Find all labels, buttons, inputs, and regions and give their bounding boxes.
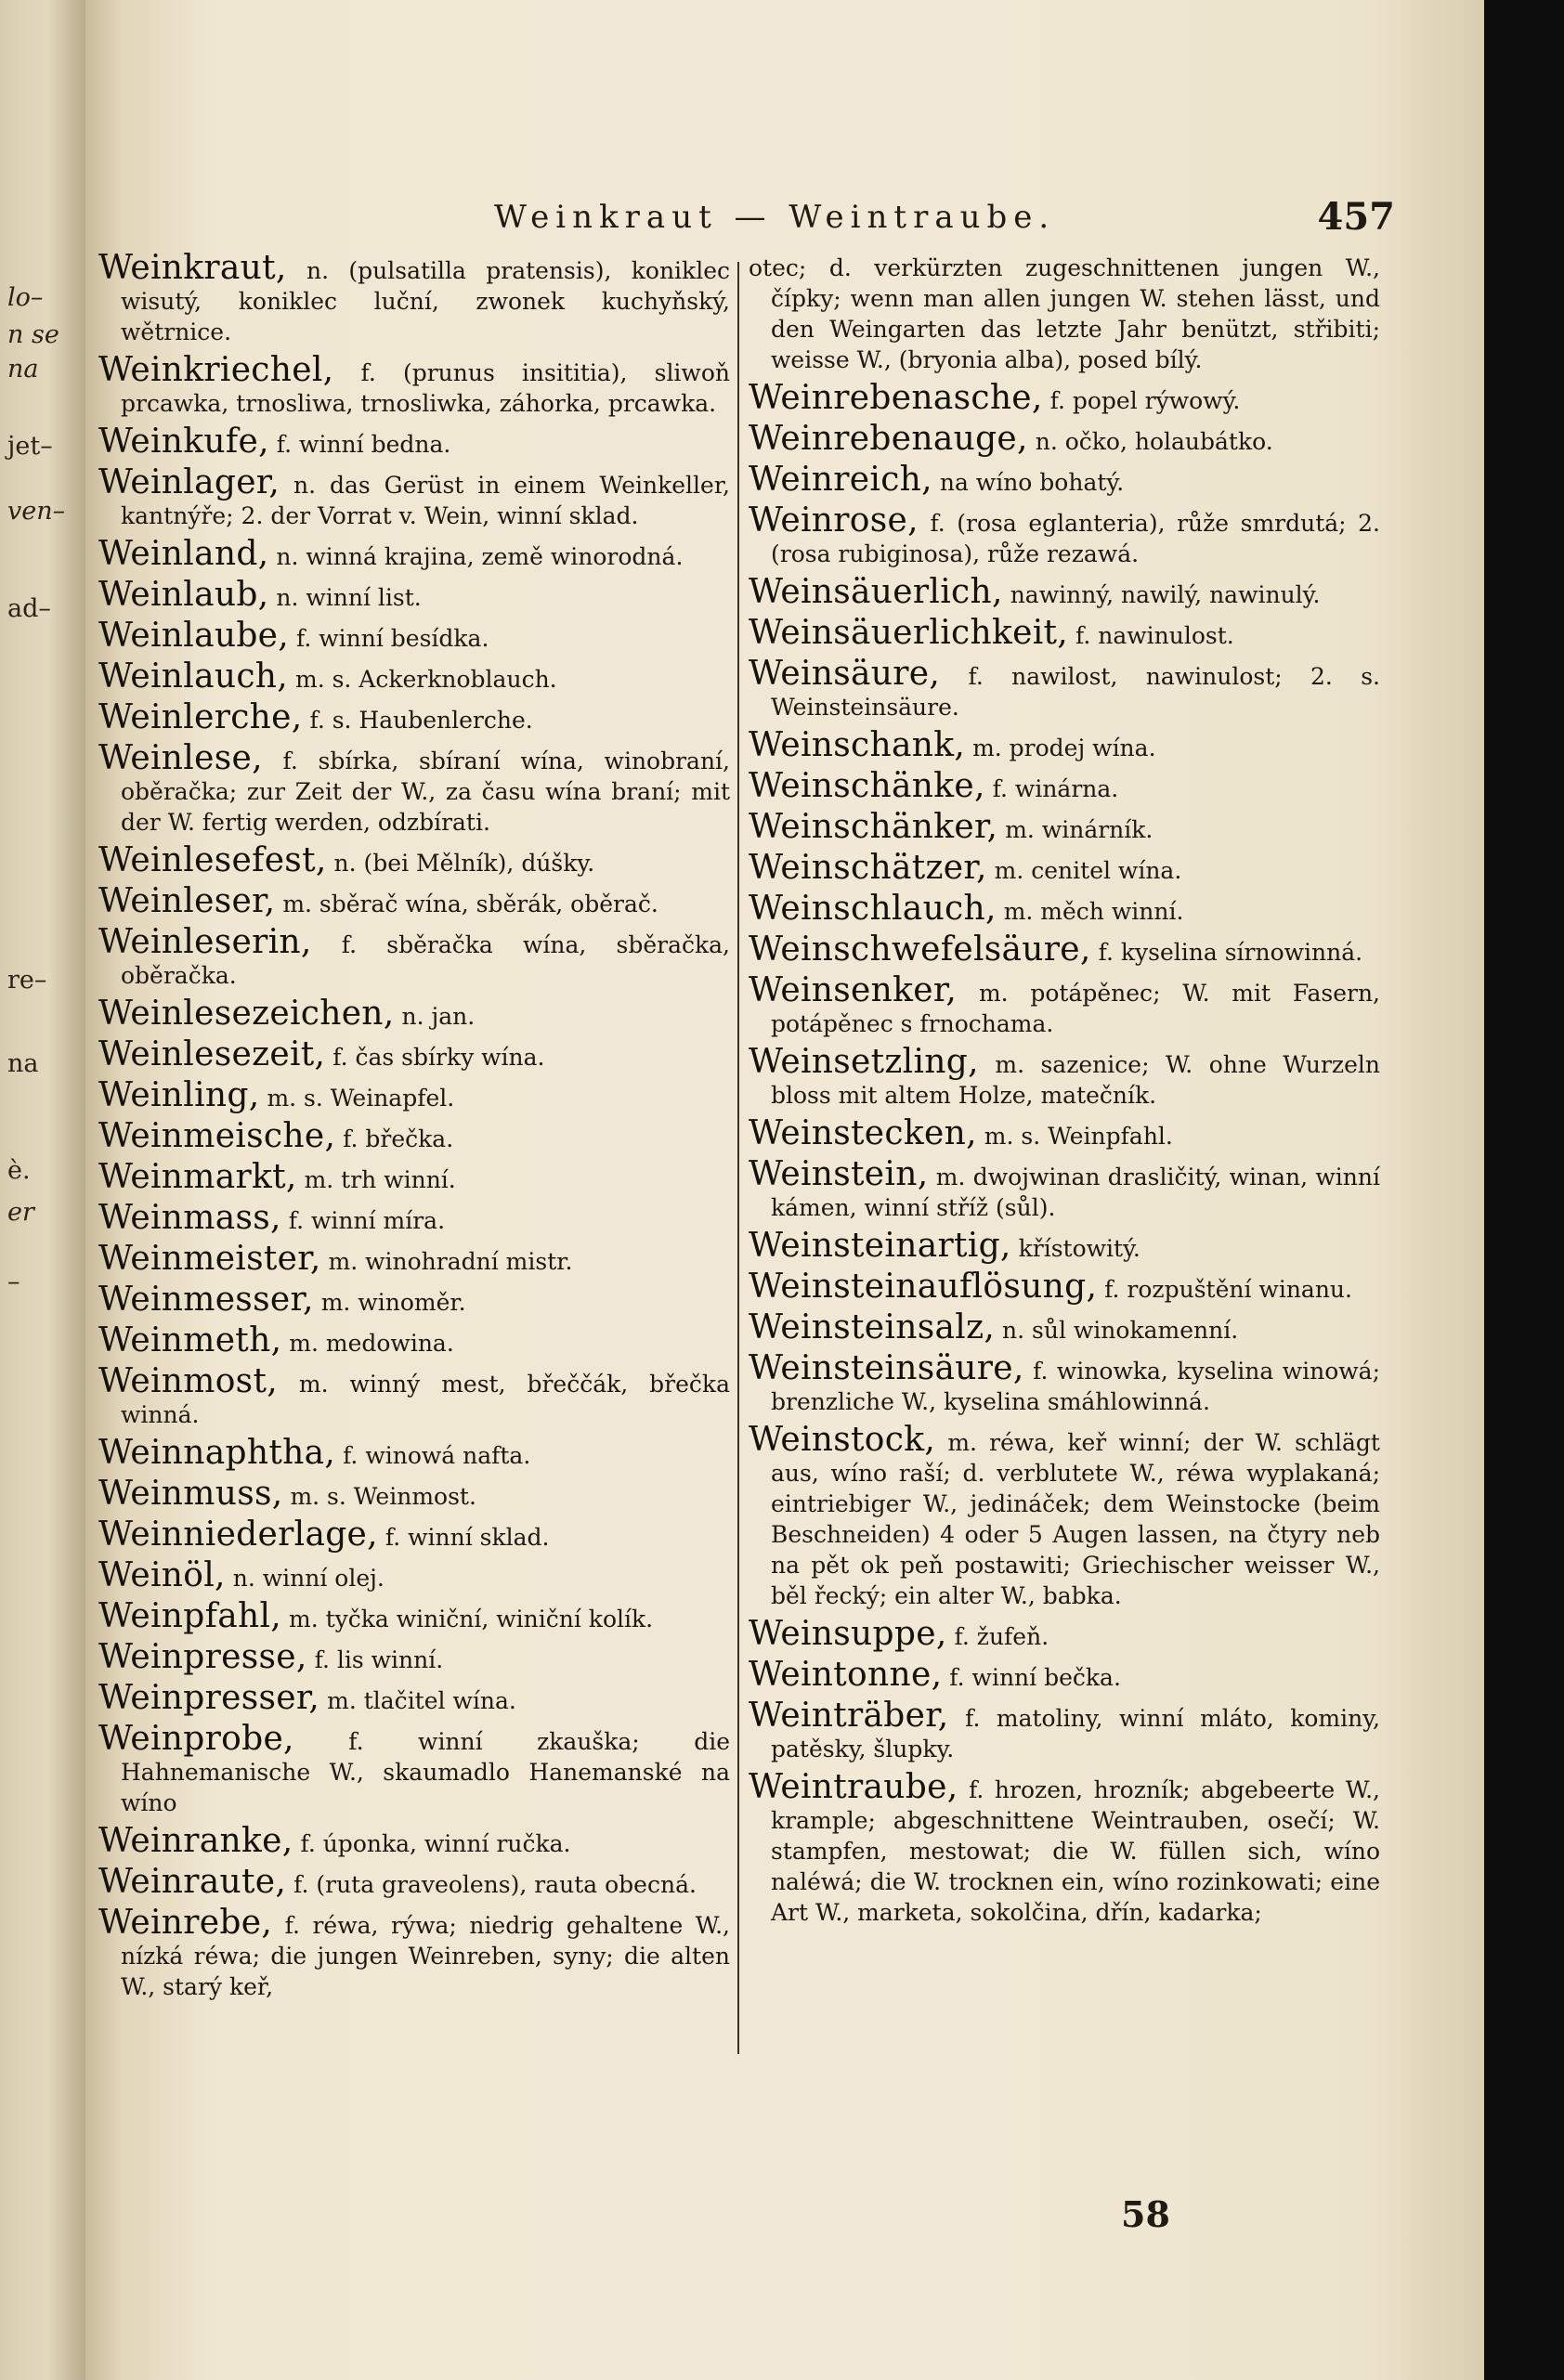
- entry-definition: m. medowina.: [289, 1330, 454, 1357]
- previous-page-fragment: na: [7, 1049, 39, 1078]
- entry-definition: f. s. Haubenlerche.: [309, 707, 533, 734]
- entry-headword: Weinniederlage,: [98, 1515, 378, 1554]
- entry-headword: Weinleser,: [98, 882, 276, 920]
- running-title: Weinkraut — Weintraube.: [494, 199, 1056, 236]
- entry-headword: Weinsteinauflösung,: [749, 1268, 1098, 1306]
- entry-definition: m. winohradní mistr.: [328, 1248, 573, 1275]
- dictionary-entry: [749, 1155, 1380, 1223]
- entry-definition: m. měch winní.: [1003, 898, 1184, 925]
- dictionary-entry: [749, 1421, 1380, 1611]
- dictionary-entry: [749, 655, 1380, 722]
- entry-definition: f. matoliny, winní mláto, kominy, patěsky, šlupky.: [771, 1705, 1380, 1762]
- dictionary-entry: [98, 923, 730, 991]
- entry-headword: Weinschank,: [749, 726, 966, 764]
- entry-definition: f. kyselina sírnowinná.: [1098, 939, 1363, 966]
- dictionary-entry: [98, 1035, 730, 1073]
- previous-page-fragment: –: [7, 1268, 20, 1296]
- dictionary-entry: [98, 1863, 730, 1901]
- entry-definition: m. s. Weinmost.: [290, 1483, 476, 1510]
- dictionary-entry: [749, 1227, 1380, 1265]
- dictionary-entry: [749, 1268, 1380, 1306]
- entry-definition: f. winowá nafta.: [343, 1442, 531, 1469]
- dictionary-entry: [749, 461, 1380, 499]
- dictionary-entry: [98, 841, 730, 879]
- entry-headword: Weinraute,: [98, 1863, 287, 1901]
- dictionary-entry: [98, 995, 730, 1033]
- dictionary-entry: [749, 726, 1380, 764]
- entry-headword: Weinsuppe,: [749, 1615, 947, 1653]
- entry-headword: Weinrebenasche,: [749, 379, 1043, 417]
- entry-definition: f. (ruta graveolens), rauta obecná.: [293, 1871, 697, 1898]
- entry-headword: Weinmeister,: [98, 1240, 321, 1278]
- dictionary-entry: [749, 501, 1380, 569]
- signature-mark: 58: [1121, 2193, 1170, 2235]
- entry-headword: Weinland,: [98, 535, 269, 573]
- entry-headword: Weinkraut,: [98, 249, 287, 287]
- entry-definition: f. winní bedna.: [276, 431, 451, 458]
- dictionary-entry: [98, 1638, 730, 1676]
- entry-definition: f. žufeň.: [954, 1623, 1049, 1650]
- entry-headword: Weinmeth,: [98, 1321, 282, 1359]
- entry-definition: f. sběračka wína, sběračka, oběračka.: [121, 931, 730, 989]
- entry-headword: Weinrose,: [749, 501, 919, 540]
- dictionary-entry: [98, 535, 730, 573]
- entry-headword: Weinsteinartig,: [749, 1227, 1011, 1265]
- entry-headword: Weinlerche,: [98, 698, 303, 736]
- entry-definition: f. (rosa eglanteria), růže smrdutá; 2. (rosa rubiginosa), růže rezawá.: [771, 510, 1380, 567]
- entry-headword: Weinmarkt,: [98, 1158, 297, 1196]
- dictionary-entry: [98, 576, 730, 614]
- column-divider: [737, 262, 739, 2054]
- entry-definition: f. úponka, winní ručka.: [300, 1830, 571, 1857]
- dictionary-entry: [98, 351, 730, 419]
- previous-page-fragment: ven–: [7, 497, 66, 526]
- dictionary-entry: [749, 614, 1380, 652]
- entry-headword: Weinschätzer,: [749, 849, 987, 887]
- dictionary-entry: [98, 1117, 730, 1155]
- page-header: [85, 195, 1484, 251]
- entry-definition: f. réwa, rýwa; niedrig gehaltene W., nízká réwa; die jungen Weinreben, syny; die alten W., starý keř,: [121, 1912, 730, 2000]
- entry-definition: m. sběrač wína, sběrák, oběrač.: [282, 891, 658, 917]
- dictionary-entry: [749, 1043, 1380, 1111]
- dictionary-entry: [749, 849, 1380, 887]
- page-number: 457: [1317, 195, 1395, 239]
- dictionary-entry: [98, 1076, 730, 1114]
- dictionary-entry: [98, 249, 730, 347]
- entry-definition: m. prodej wína.: [972, 735, 1156, 761]
- dictionary-page: [85, 0, 1484, 2380]
- entry-headword: Weinmass,: [98, 1199, 281, 1237]
- entry-definition: f. winárna.: [992, 775, 1119, 802]
- entry-headword: Weinprobe,: [98, 1720, 294, 1758]
- entry-headword: Weinmuss,: [98, 1475, 283, 1513]
- entry-definition: m. trh winní.: [304, 1166, 456, 1193]
- entry-headword: Weinsteinsäure,: [749, 1349, 1024, 1387]
- entry-definition: f. nawilost, nawinulost; 2. s. Weinsteinsäure.: [771, 663, 1380, 721]
- entry-definition: f. winní sklad.: [384, 1524, 550, 1551]
- entry-definition: f. sbírka, sbíraní wína, winobraní, oběračka; zur Zeit der W., za času wína braní; mit der W. fertig werden, odzbírati.: [121, 748, 730, 836]
- dictionary-entry: [749, 1114, 1380, 1152]
- dictionary-entry: [749, 253, 1380, 375]
- entry-definition: m. potápěnec; W. mit Fasern, potápěnec s frnochama.: [771, 980, 1380, 1037]
- entry-headword: Weinmeische,: [98, 1117, 336, 1155]
- dictionary-entry: [749, 930, 1380, 969]
- entry-headword: Weinsenker,: [749, 971, 958, 1009]
- previous-page-fragment: jet–: [7, 432, 53, 461]
- entry-headword: Weinschänke,: [749, 767, 985, 805]
- entry-definition: m. tyčka winiční, winiční kolík.: [289, 1606, 654, 1632]
- dictionary-entry: [749, 1308, 1380, 1346]
- dictionary-entry: [98, 1281, 730, 1319]
- entry-headword: Weinlauch,: [98, 657, 289, 696]
- entry-definition: f. winní bečka.: [949, 1664, 1121, 1691]
- entry-headword: Weinlesefest,: [98, 841, 327, 879]
- entry-headword: Weinlaub,: [98, 576, 269, 614]
- entry-headword: Weinrebenauge,: [749, 420, 1028, 458]
- entry-definition: m. winný mest, břeččák, břečka winná.: [121, 1371, 730, 1428]
- dictionary-entry: [98, 1679, 730, 1717]
- entry-headword: Weinträber,: [749, 1697, 949, 1735]
- dictionary-entry: [98, 882, 730, 920]
- dictionary-entry: [749, 767, 1380, 805]
- dictionary-entry: [749, 971, 1380, 1039]
- entry-headword: Weinling,: [98, 1076, 260, 1114]
- previous-page-fragment: ad–: [7, 594, 51, 623]
- entry-headword: Weinschänker,: [749, 808, 998, 846]
- dictionary-entry: [98, 1362, 730, 1430]
- entry-definition: f. rozpuštění winanu.: [1104, 1276, 1352, 1303]
- entry-definition: n. winná krajina, země winorodná.: [276, 543, 684, 570]
- entry-definition: f. winní zkauška; die Hahnemanische W., skaumadlo Hanemanské na wíno: [121, 1728, 730, 1816]
- entry-headword: Weinsetzling,: [749, 1043, 979, 1081]
- dictionary-entry: [98, 1822, 730, 1860]
- entry-headword: Weinpfahl,: [98, 1597, 282, 1635]
- entry-definition: f. břečka.: [343, 1125, 454, 1152]
- dictionary-entry: [749, 420, 1380, 458]
- entry-headword: Weinlager,: [98, 463, 280, 501]
- previous-page-fragment: n se: [7, 320, 59, 349]
- entry-definition: n. winní list.: [276, 584, 422, 611]
- entry-headword: Weinlesezeit,: [98, 1035, 326, 1073]
- dictionary-entry: [749, 1768, 1380, 1928]
- entry-definition: m. s. Ackerknoblauch.: [294, 666, 557, 693]
- dictionary-entry: [749, 808, 1380, 846]
- entry-headword: Weinstein,: [749, 1155, 929, 1193]
- entry-headword: Weinstock,: [749, 1421, 936, 1459]
- entry-definition: otec; d. verkürzten zugeschnittenen jungen W., čípky; wenn man allen jungen W. stehen lässt, und den Weingarten das letzte Jahr benützt, střibiti; weisse W., (bryonia alba), posed bílý.: [749, 254, 1380, 373]
- entry-headword: Weinschwefelsäure,: [749, 930, 1091, 969]
- dictionary-entry: [98, 1321, 730, 1359]
- entry-headword: Weinleserin,: [98, 923, 312, 961]
- dictionary-entry: [749, 1349, 1381, 1417]
- dictionary-entry: [749, 573, 1380, 611]
- entry-definition: m. winoměr.: [320, 1289, 466, 1316]
- entry-definition: m. winárník.: [1005, 816, 1153, 843]
- entry-headword: Weinrebe,: [98, 1904, 273, 1942]
- entry-headword: Weinnaphtha,: [98, 1434, 336, 1472]
- entry-headword: Weinstecken,: [749, 1114, 977, 1152]
- entry-definition: m. cenitel wína.: [994, 857, 1182, 884]
- dictionary-entry: [98, 1240, 730, 1278]
- entry-headword: Weinlese,: [98, 739, 263, 777]
- dictionary-entry: [98, 657, 730, 696]
- entry-definition: m. sazenice; W. ohne Wurzeln bloss mit altem Holze, matečník.: [771, 1051, 1380, 1109]
- previous-page-fragment: er: [7, 1198, 34, 1227]
- dictionary-entry: [98, 1475, 730, 1513]
- entry-definition: f. winní besídka.: [295, 625, 489, 652]
- entry-definition: m. s. Weinapfel.: [267, 1085, 455, 1112]
- left-column: [98, 249, 730, 2009]
- entry-definition: f. hrozen, hrozník; abgebeerte W., krample; abgeschnittene Weintrauben, osečí; W. stampfen, mestowat; die W. füllen sich, wíno naléwá; die W. trocknen ein, wíno rozinkowati; eine Art W., marketa, sokolčina, dřín, kadarka;: [771, 1776, 1380, 1926]
- entry-definition: n. das Gerüst in einem Weinkeller, kantnýře; 2. der Vorrat v. Wein, winní sklad.: [121, 472, 730, 529]
- entry-definition: na wíno bohatý.: [939, 469, 1125, 496]
- entry-definition: n. jan.: [401, 1003, 476, 1030]
- scan-background: [1484, 0, 1564, 2380]
- dictionary-entry: [98, 1904, 730, 2002]
- entry-definition: m. s. Weinpfahl.: [984, 1123, 1173, 1150]
- entry-headword: Weinsäuerlichkeit,: [749, 614, 1069, 652]
- entry-definition: křístowitý.: [1018, 1235, 1140, 1262]
- entry-headword: Weinschlauch,: [749, 890, 997, 928]
- entry-definition: f. čas sbírky wína.: [332, 1044, 545, 1071]
- entry-definition: f. (prunus insititia), sliwoň prcawka, trnosliwa, trnosliwka, záhorka, prcawka.: [121, 359, 730, 417]
- entry-definition: f. lis winní.: [314, 1646, 444, 1673]
- entry-headword: Weinmesser,: [98, 1281, 314, 1319]
- dictionary-entry: [98, 1720, 730, 1818]
- entry-definition: n. (pulsatilla pratensis), koniklec wisutý, koniklec luční, zwonek kuchyňský, wětrnice.: [121, 257, 730, 345]
- entry-headword: Weinsäuerlich,: [749, 573, 1003, 611]
- entry-headword: Weinreich,: [749, 461, 932, 499]
- dictionary-entry: [749, 1615, 1380, 1653]
- entry-definition: f. popel rýwowý.: [1049, 387, 1241, 414]
- entry-headword: Weintraube,: [749, 1768, 958, 1806]
- entry-definition: n. (bei Mělník), dúšky.: [333, 850, 595, 877]
- entry-definition: f. winní míra.: [288, 1207, 446, 1234]
- dictionary-entry: [98, 1597, 730, 1635]
- dictionary-entry: [749, 379, 1380, 417]
- entry-headword: Weinkriechel,: [98, 351, 334, 389]
- dictionary-entry: [98, 617, 730, 655]
- previous-page-edge: [0, 0, 85, 2380]
- entry-headword: Weintonne,: [749, 1656, 943, 1694]
- previous-page-fragment: è.: [7, 1156, 31, 1185]
- right-column: [749, 253, 1380, 1935]
- dictionary-entry: [98, 698, 730, 736]
- entry-definition: m. tlačitel wína.: [327, 1687, 516, 1714]
- entry-definition: m. réwa, keř winní; der W. schlägt aus, wíno raší; d. verblutete W., réwa wyplakaná; eintriebiger W., jedináček; dem Weinstocke (beim Beschneiden) 4 oder 5 Augen lassen, na čtyry neb na pět ok peň postawiti; Griechischer weisser W., běl řecký; ein alter W., babka.: [771, 1429, 1380, 1609]
- dictionary-entry: [98, 1158, 730, 1196]
- entry-definition: f. nawinulost.: [1075, 622, 1234, 649]
- dictionary-entry: [98, 1434, 730, 1472]
- entry-headword: Weinsäure,: [749, 655, 941, 693]
- entry-headword: Weinpresse,: [98, 1638, 307, 1676]
- entry-headword: Weinkufe,: [98, 423, 269, 461]
- entry-headword: Weinranke,: [98, 1822, 293, 1860]
- entry-definition: m. dwojwinan drasličitý, winan, winní kámen, winní stříž (sůl).: [771, 1164, 1380, 1221]
- dictionary-entry: [98, 739, 730, 838]
- entry-definition: nawinný, nawilý, nawinulý.: [1010, 581, 1321, 608]
- entry-definition: n. winní olej.: [232, 1565, 384, 1592]
- entry-definition: n. očko, holaubátko.: [1035, 428, 1273, 455]
- dictionary-entry: [98, 1199, 730, 1237]
- dictionary-entry: [98, 1515, 730, 1554]
- entry-definition: f. winowka, kyselina winowá; brenzliche W., kyselina smáhlowinná.: [771, 1358, 1381, 1415]
- entry-headword: Weinöl,: [98, 1556, 226, 1594]
- entry-headword: Weinmost,: [98, 1362, 278, 1400]
- dictionary-entry: [749, 1656, 1380, 1694]
- entry-headword: Weinpresser,: [98, 1679, 320, 1717]
- dictionary-entry: [98, 423, 730, 461]
- entry-headword: Weinlaube,: [98, 617, 290, 655]
- previous-page-fragment: re–: [7, 966, 47, 995]
- entry-headword: Weinsteinsalz,: [749, 1308, 996, 1346]
- dictionary-entry: [749, 1697, 1380, 1764]
- previous-page-fragment: lo–: [7, 283, 44, 312]
- dictionary-entry: [98, 463, 730, 531]
- entry-definition: n. sůl winokamenní.: [1002, 1317, 1239, 1344]
- entry-headword: Weinlesezeichen,: [98, 995, 395, 1033]
- dictionary-entry: [749, 890, 1380, 928]
- dictionary-entry: [98, 1556, 730, 1594]
- previous-page-fragment: na: [7, 355, 39, 384]
